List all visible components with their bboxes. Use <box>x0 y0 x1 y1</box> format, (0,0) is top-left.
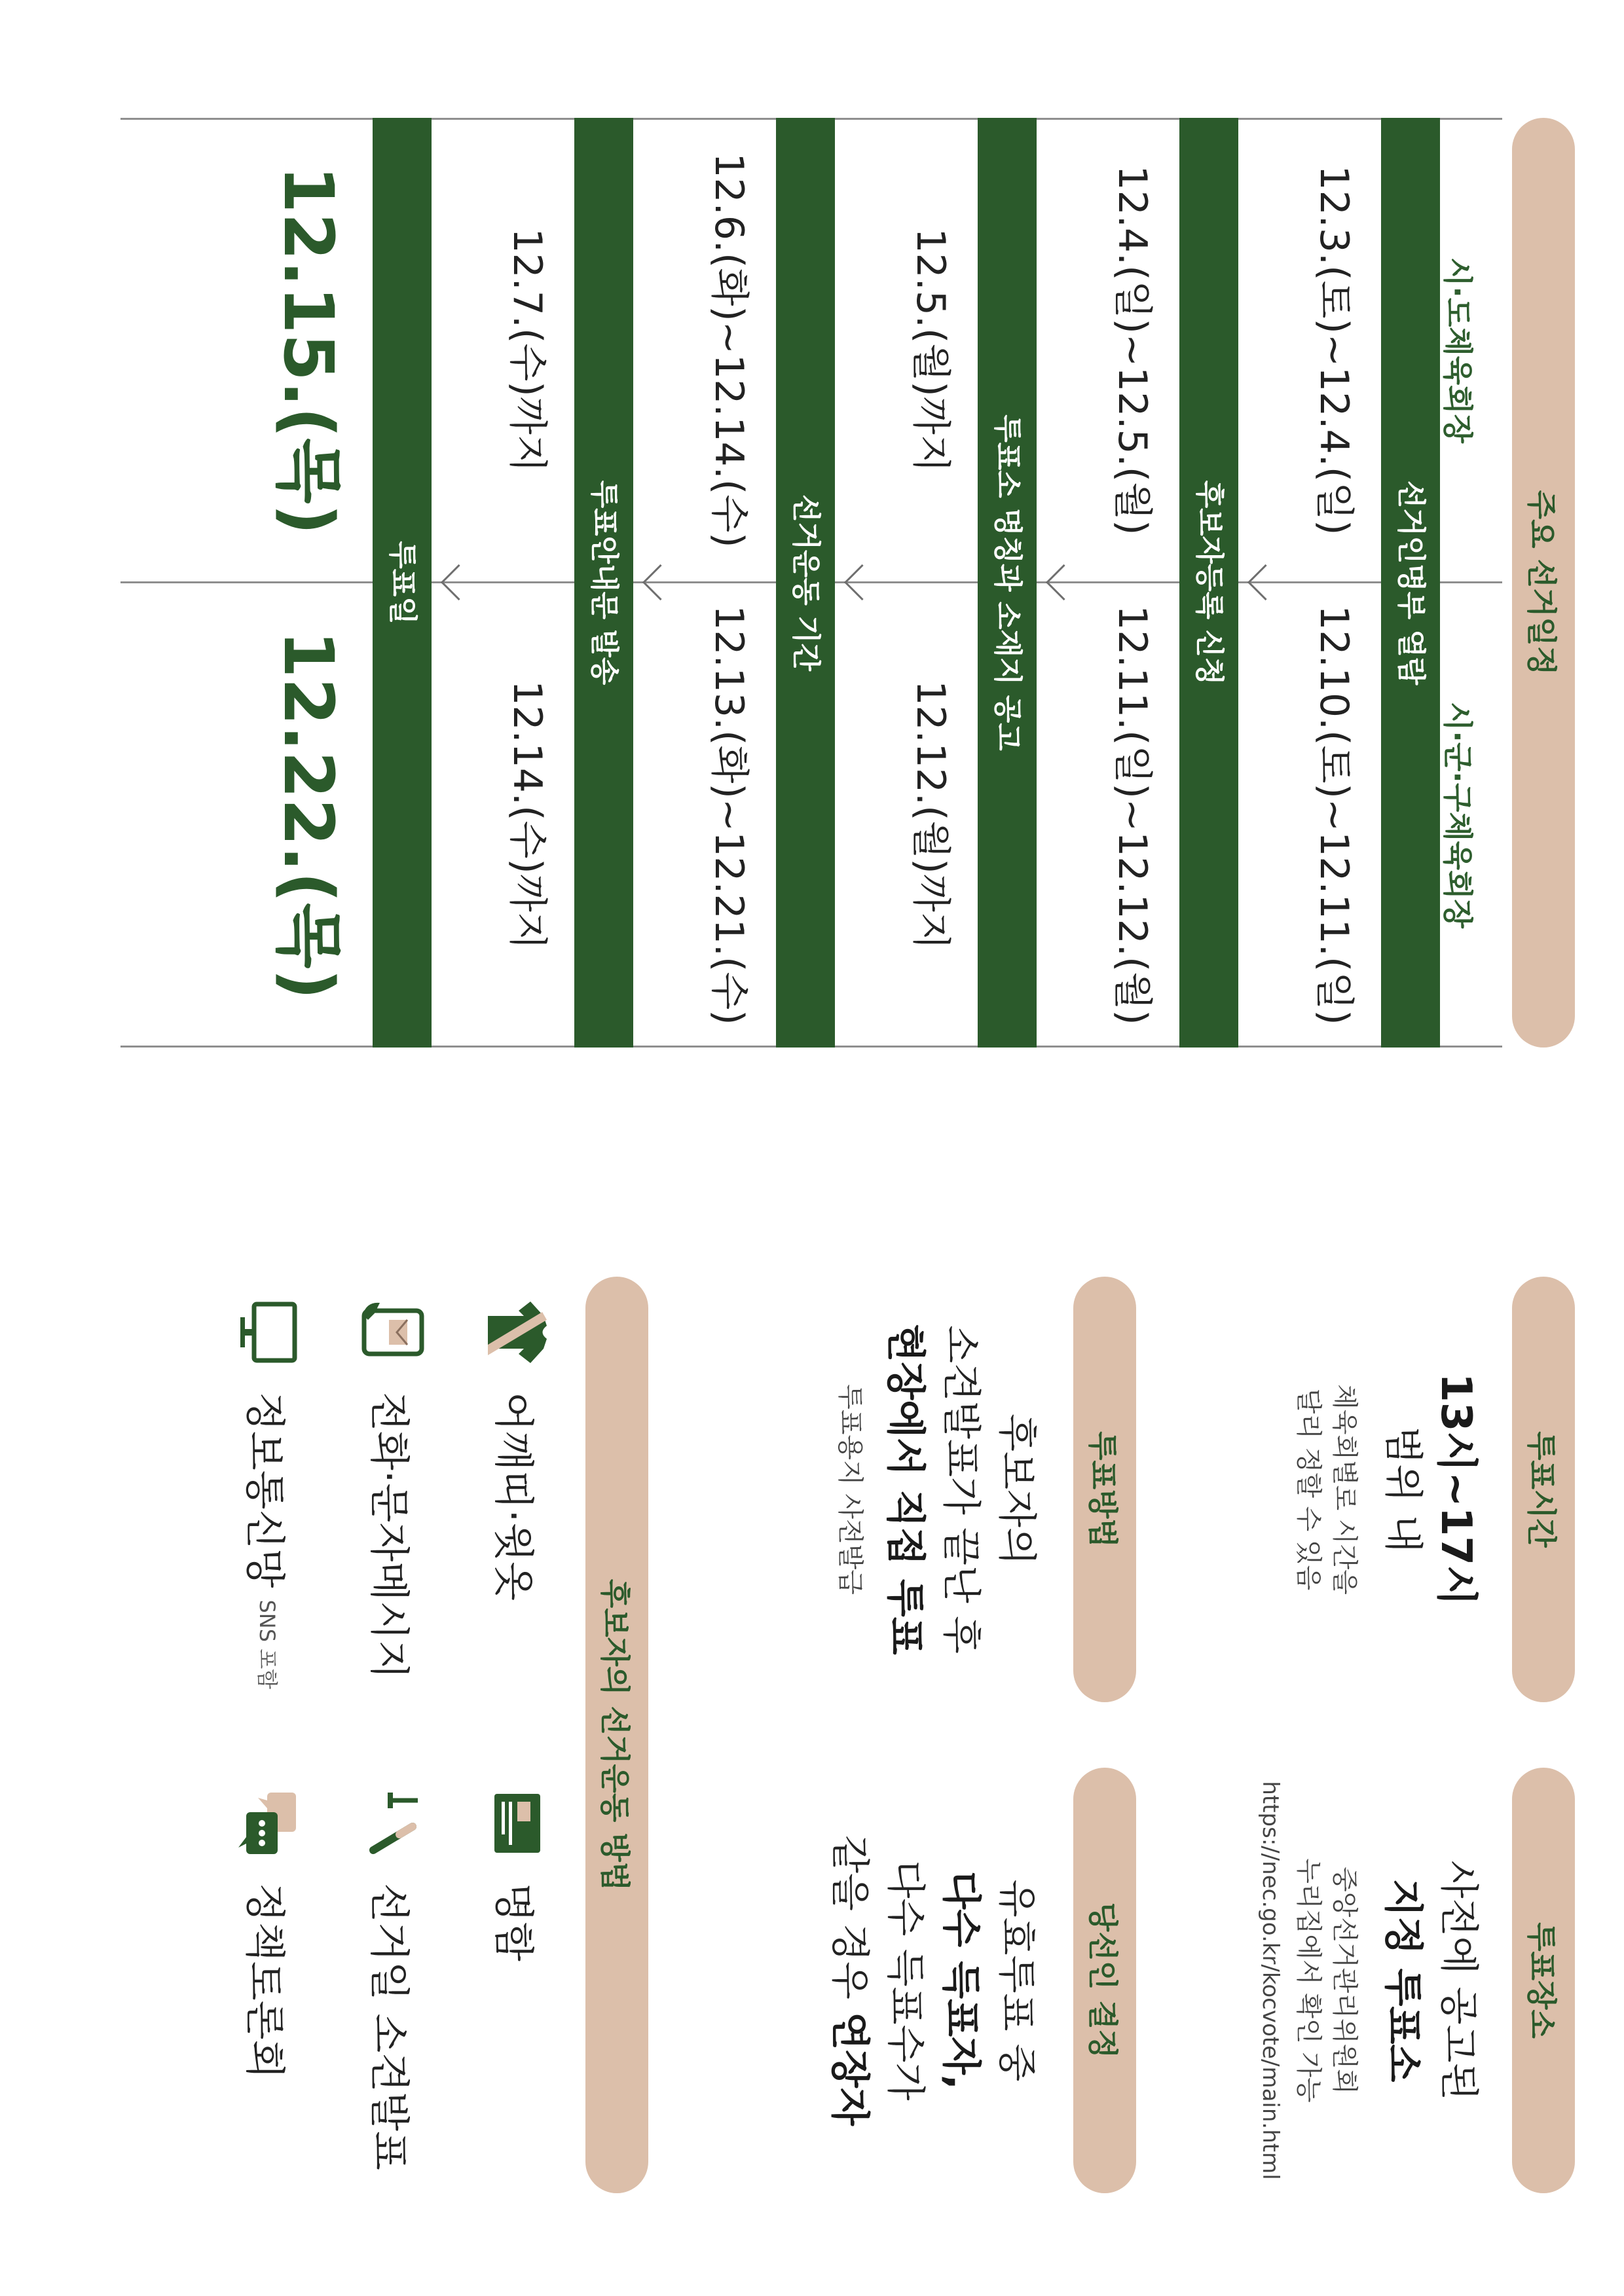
vote-method-line1: 후보자의 <box>993 1413 1039 1565</box>
shirt-sash-icon <box>485 1296 550 1368</box>
winner-line2: 다수 득표자, <box>938 1871 984 2090</box>
campaign-method-label: 명함 <box>490 1883 538 1961</box>
vote-method-pill <box>1073 1277 1136 1702</box>
schedule-right-date-1: 12.10.(토)~12.11.(일) <box>1311 605 1357 1025</box>
vote-place-title: 투표장소 <box>1524 1922 1559 2039</box>
schedule-label-4: 선거운동 기간 <box>789 494 822 672</box>
arrow-down-icon <box>642 564 678 600</box>
schedule-right-date-2: 12.11.(일)~12.12.(월) <box>1109 605 1155 1025</box>
vote-place-line2: 지정 투표소 <box>1380 1878 1426 2083</box>
campaign-method-label: 전화·문자메시지 <box>365 1392 414 1679</box>
campaign-method-label: 어깨띠·윗옷 <box>490 1392 538 1601</box>
schedule-title: 주요 선거일정 <box>1524 490 1559 676</box>
vote-place-note2: 누리집에서 확인 가능 <box>1293 1858 1323 2103</box>
campaign-method-shirt <box>485 1296 550 1601</box>
schedule-left-date-4: 12.6.(화)~12.14.(수) <box>706 153 752 548</box>
schedule-label-2: 후보자등록 신청 <box>1192 480 1226 685</box>
debate-chat-icon <box>236 1787 301 1859</box>
campaign-method-label: 선거일 소견발표 <box>365 1883 414 2170</box>
campaign-method-network <box>236 1296 301 1689</box>
vote-time-title: 투표시간 <box>1524 1431 1559 1548</box>
vote-method-note: 투표용지 사전발급 <box>835 1384 865 1595</box>
campaign-method-phone <box>360 1296 426 1679</box>
campaign-method-label: 정보통신망 <box>241 1392 289 1588</box>
campaign-method-card <box>485 1787 550 1961</box>
level-left-header: 시·도체육회장 <box>1440 257 1475 444</box>
vote-method-line3: 현장에서 직접 투표 <box>882 1324 928 1655</box>
schedule-right-date-3: 12.12.(월)까지 <box>908 680 953 950</box>
vote-time-line2: 범위 내 <box>1380 1426 1426 1553</box>
campaign-method-label: 정책토론회 <box>241 1883 289 2079</box>
schedule-left-date-3: 12.5.(월)까지 <box>908 228 953 473</box>
vote-time-note2: 달리 정할 수 있음 <box>1293 1388 1323 1591</box>
winner-line3: 다수 득표수가 <box>882 1860 928 2101</box>
vote-time-pill <box>1512 1277 1575 1702</box>
campaign-method-debate <box>236 1787 301 2079</box>
vote-place-pill <box>1512 1768 1575 2193</box>
winner-title: 당선인 결정 <box>1085 1902 1120 2059</box>
arrow-down-icon <box>441 564 477 600</box>
campaign-method-speech <box>360 1787 426 2170</box>
vote-method-line2: 소견발표가 끝난 후 <box>938 1325 984 1654</box>
schedule-right-date-6: 12.22.(목) <box>268 630 348 1000</box>
vote-place-line1: 사전에 공고된 <box>1435 1860 1481 2101</box>
microphone-icon <box>360 1787 426 1859</box>
monitor-icon <box>236 1296 301 1368</box>
phone-message-icon <box>360 1296 426 1368</box>
winner-line4 <box>824 1835 881 2126</box>
campaign-pill <box>585 1277 648 2193</box>
winner-line1: 유효투표 중 <box>993 1879 1039 2082</box>
business-card-icon <box>485 1787 550 1859</box>
level-right-header: 시·군·구체육회장 <box>1440 701 1475 929</box>
schedule-label-6: 투표일 <box>386 541 419 625</box>
schedule-left-date-5: 12.7.(수)까지 <box>504 228 550 473</box>
schedule-left-date-6: 12.15.(목) <box>268 166 348 535</box>
schedule-title-pill <box>1512 118 1575 1048</box>
winner-pill <box>1073 1768 1136 2193</box>
schedule-label-3: 투표소 명칭과 소재지 공고 <box>991 414 1024 751</box>
schedule-left-date-1: 12.3.(토)~12.4.(일) <box>1311 165 1357 536</box>
arrow-down-icon <box>1046 564 1082 600</box>
vote-place-note1: 중앙선거관리위원회 <box>1329 1867 1359 2094</box>
winner-line4-strong: 연장자 <box>826 2012 872 2126</box>
winner-line4-prefix: 같을 경우 <box>826 1835 872 2013</box>
vote-time-line1: 13시~17시 <box>1431 1373 1480 1606</box>
vote-method-title: 투표방법 <box>1085 1431 1120 1548</box>
arrow-down-icon <box>1247 564 1283 600</box>
arrow-down-icon <box>844 564 880 600</box>
schedule-label-5: 투표안내문 발송 <box>587 480 621 685</box>
vote-time-note1: 체육회별로 시간을 <box>1329 1384 1359 1595</box>
schedule-right-date-5: 12.14.(수)까지 <box>504 680 550 950</box>
campaign-title: 후보자의 선거운동 방법 <box>597 1578 633 1891</box>
schedule-right-date-4: 12.13.(화)~12.21.(수) <box>706 605 752 1025</box>
vote-place-url[interactable]: https://nec.go.kr/kocvote/main.html <box>1257 1781 1283 2180</box>
campaign-method-note: SNS 포함 <box>255 1599 280 1690</box>
schedule-left-date-2: 12.4.(일)~12.5.(월) <box>1109 165 1155 536</box>
schedule-label-1: 선거인명부 열람 <box>1394 480 1428 685</box>
